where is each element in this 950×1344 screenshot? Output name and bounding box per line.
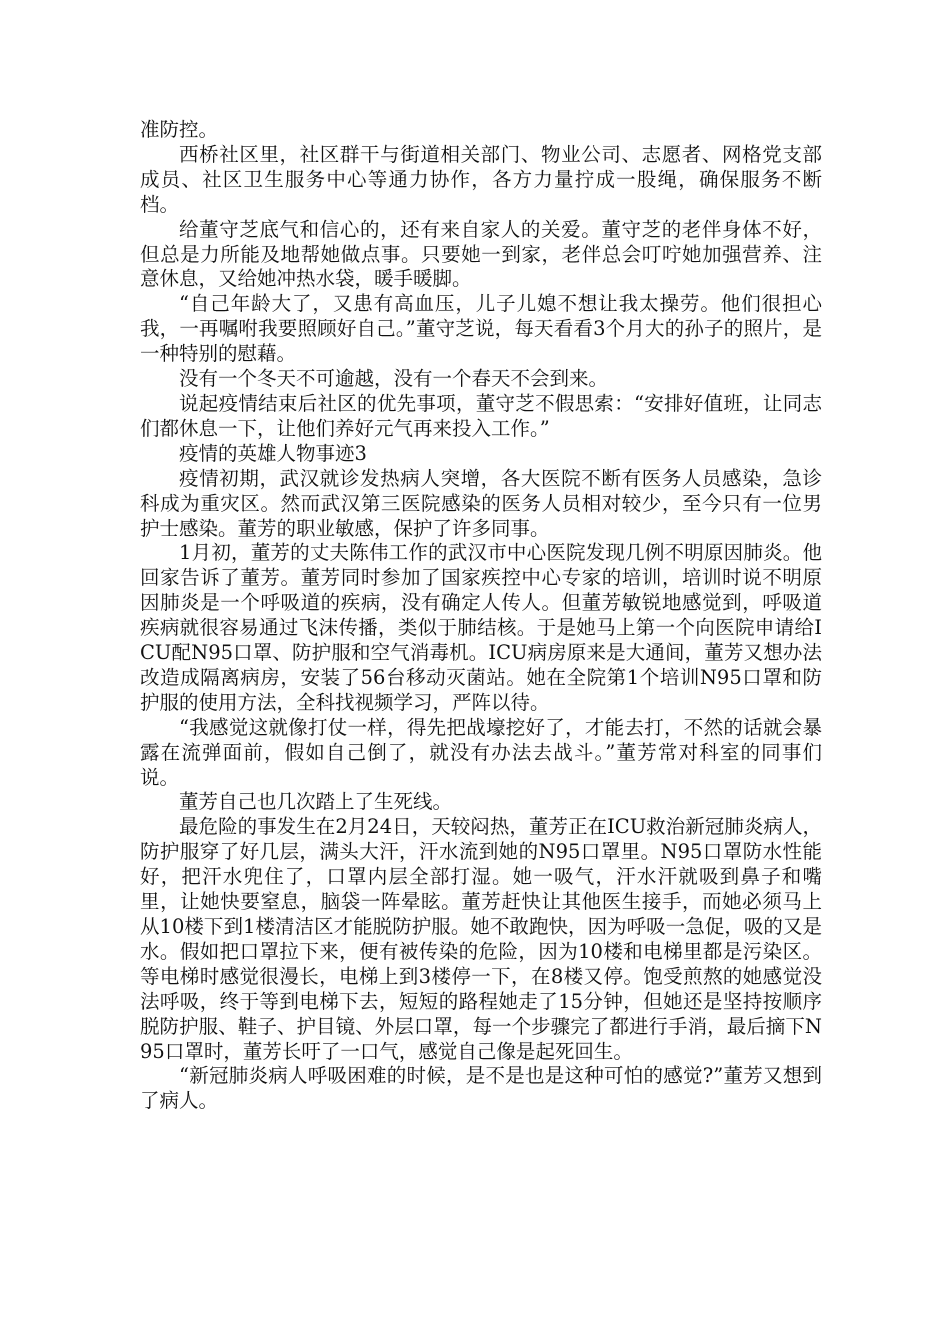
paragraph: 准防控。 bbox=[140, 118, 219, 141]
paragraph: “新冠肺炎病人呼吸困难的时候，是不是也是这种可怕的感觉?”董芳又想到了病人。 bbox=[140, 1064, 822, 1113]
paragraph: “我感觉这就像打仗一样，得先把战壕挖好了，才能去打，不然的话就会暴露在流弹面前，假如自己倒了，就没有办法去战斗。”董芳常对科室的同事们说。 bbox=[140, 715, 822, 789]
paragraph: 最危险的事发生在2月24日，天较闷热，董芳正在ICU救治新冠肺炎病人，防护服穿了好几层，满头大汗，汗水流到她的N95口罩里。N95口罩防水性能好，把汗水兜住了，口罩内层全部打湿。她一吸气，汗水汗就吸到鼻子和嘴里，让她快要窒息，脑袋一阵晕眩。董芳赶快让其他医生接手，而她必须马上从10楼下到1楼清洁区才能脱防护服。她不敢跑快，因为呼吸一急促，吸的又是水。假如把口罩拉下来，便有被传染的危险，因为10楼和电梯里都是污染区。等电梯时感觉很漫长，电梯上到3楼停一下，在8楼又停。饱受煎熬的她感觉没法呼吸，终于等到电梯下去，短短的路程她走了15分钟，但她还是坚持按顺序脱防护服、鞋子、护目镜、外层口罩，每一个步骤完了都进行手消，最后摘下N95口罩时，董芳长吁了一口气，感觉自己像是起死回生。 bbox=[140, 815, 822, 1063]
paragraph: 说起疫情结束后社区的优先事项，董守芝不假思索：“安排好值班，让同志们都休息一下，让他们养好元气再来投入工作。” bbox=[140, 391, 822, 440]
paragraph: 1月初，董芳的丈夫陈伟工作的武汉市中心医院发现几例不明原因肺炎。他回家告诉了董芳。董芳同时参加了国家疾控中心专家的培训，培训时说不明原因肺炎是一个呼吸道的疾病，没有确定人传人。但董芳敏锐地感觉到，呼吸道疾病就很容易通过飞沫传播，类似于肺结核。于是她马上第一个向医院申请给ICU配N95口罩、防护服和空气消毒机。ICU病房原来是大通间，董芳又想办法改造成隔离病房，安装了56台移动灭菌站。她在全院第1个培训N95口罩和防护服的使用方法，全科找视频学习，严阵以待。 bbox=[140, 541, 822, 714]
paragraph: 没有一个冬天不可逾越，没有一个春天不会到来。 bbox=[179, 367, 609, 391]
document-page bbox=[140, 118, 822, 1114]
paragraph: 疫情初期，武汉就诊发热病人突增，各大医院不断有医务人员感染，急诊科成为重灾区。然而武汉第三医院感染的医务人员相对较少，至今只有一位男护士感染。董芳的职业敏感，保护了许多同事。 bbox=[140, 466, 822, 540]
paragraph: “自己年龄大了，又患有高血压，儿子儿媳不想让我太操劳。他们很担心我，一再嘱咐我要照顾好自己。”董守芝说，每天看看3个月大的孙子的照片，是一种特别的慰藉。 bbox=[140, 292, 822, 366]
paragraph: 给董守芝底气和信心的，还有来自家人的关爱。董守芝的老伴身体不好，但总是力所能及地帮她做点事。只要她一到家，老伴总会叮咛她加强营养、注意休息，又给她冲热水袋，暖手暖脚。 bbox=[140, 217, 822, 291]
section-heading: 疫情的英雄人物事迹3 bbox=[179, 441, 367, 465]
paragraph: 董芳自己也几次踏上了生死线。 bbox=[179, 790, 453, 814]
paragraph: 西桥社区里，社区群干与街道相关部门、物业公司、志愿者、网格党支部成员、社区卫生服务中心等通力协作，各方力量拧成一股绳，确保服务不断档。 bbox=[140, 142, 822, 216]
